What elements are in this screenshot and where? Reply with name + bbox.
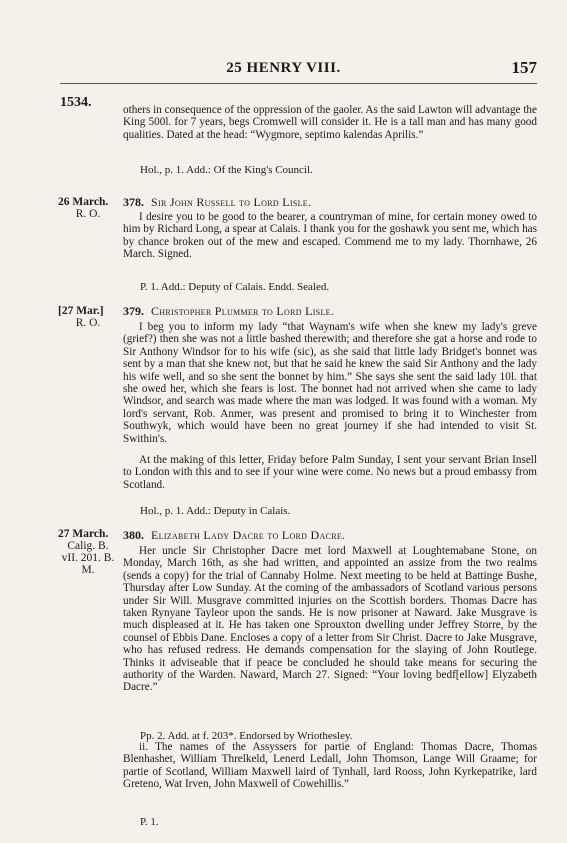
continuation-text: others in consequence of the oppression of the gaoler. As the said Lawton will advantage the King 500l. for 7 years, begs Cromwell will consider it. He is a tall man and has many good qualities. Dated at the head: “Wygmore, septimo kalendas Aprilis.” — [123, 104, 537, 141]
entry-title: Christopher Plummer to Lord Lisle. — [151, 304, 335, 318]
entry-380-sidenote — [58, 528, 118, 576]
entry-380-heading — [123, 528, 537, 542]
entry-378-sidenote — [58, 196, 118, 220]
entry-number: 380. — [123, 528, 144, 542]
running-header — [0, 58, 567, 80]
entry-title: Sir John Russell to Lord Lisle. — [151, 195, 312, 209]
entry-number: 379. — [123, 304, 144, 318]
page-number: 157 — [511, 58, 537, 77]
entry-title: Elizabeth Lady Dacre to Lord Dacre. — [151, 528, 346, 542]
entry-378-paragraph: I desire you to be good to the bearer, a countryman of mine, for certain money owed to him by Richard Long, a spear at Calais. I thank you for the goshawk you sent me, which has by chance broken out of the mew and escaped. Commend me to my lady. Thornhawe, 26 March. Signed. — [123, 211, 537, 261]
entry-date: 26 March. — [58, 196, 109, 208]
entry-379-paragraph-1: I beg you to inform my lady “that Waynam's wife when she knew my lady's greve (grief?) then she was not a little bashed therewith; and therefore she gat a horse and rode to Sir Anthony Windsor for to his wife (sic), as she said that little lady Bridget's bonnet was sent by a man that she knew not, but that he said he knew the said Sir Anthony and the lady his wife well, and so she sent the bonnet by him.” She says she sent the said lady 10l. that she owed her, which she fears is lost. The bonnet had not arrived when she came to lady Windsor, and search was made where the man was lodged. It was found with a woman. My lord's servant, Rob. Anmer, was present and promised to bring it to Winchester from Southwyk, which would have been no great journey if she had intended to visit St. Swithin's. — [123, 321, 537, 445]
entry-date: [27 Mar.] — [58, 305, 104, 317]
entry-378-heading — [123, 195, 537, 209]
entry-source: Calig. B. vII. 201. B. M. — [61, 540, 115, 576]
entry-379-note: Hol., p. 1. Add.: Deputy in Calais. — [140, 505, 291, 517]
entry-source: R. O. — [75, 317, 101, 329]
entry-379-sidenote — [58, 305, 118, 329]
entry-380-paragraph: Her uncle Sir Christopher Dacre met lord Maxwell at Loughtemabane Stone, on Monday, March 16th, as she had written, and appointed an assize from the two realms (sends a copy) for the trial of Cannaby Holme. Next meeting to be held at Battinge Bushe, Thursday after Low Sunday. At the coming of the ambassadors of Scotland various persons under Sir Will. Musgrave committed injuries on the Scottish borders. Thomas Dacre has taken Rynyane Tayleor upon the sands. He is now prisoner at Naward. Jake Musgrave is much displeased at it. He has taken one Sprouxton dwelling under Jeffrey Storre, by the counsel of Ebbis Dane. Encloses a copy of a letter from Sir Christ. Dacre to Jake Musgrave, who has refused redress. He demands compensation for the slaying of John Routlege. Thinks it adviseable that if peace be concluded he should take means for securing the authority of the Warden. Naward, March 27. Signed: “Your loving bedf[ellow] Elyzabeth Dacre.” — [123, 545, 537, 694]
continuation-note: Hol., p. 1. Add.: Of the King's Council. — [140, 164, 313, 176]
entry-379-heading — [123, 304, 537, 318]
header-rule — [60, 83, 537, 84]
entry-380-subentry: ii. The names of the Assyssers for partie of England: Thomas Dacre, Thomas Blenhashet, William Threlkeld, Lenerd Ledall, John Thomson, Lange Will Graame; for partie of Scotland, William Maxwell laird of Tynhall, lard Rooss, John Kyrkepatrike, lard Greteno, Wat Irven, John Maxwell of Cowehillis.” — [123, 741, 537, 791]
running-title: 25 HENRY VIII. — [226, 60, 341, 76]
entry-number: 378. — [123, 195, 144, 209]
entry-380-subnote: P. 1. — [140, 816, 159, 828]
entry-378-note: P. 1. Add.: Deputy of Calais. Endd. Sealed. — [140, 281, 330, 293]
entry-source: R. O. — [75, 208, 101, 220]
entry-380-note: Pp. 2. Add. at f. 203*. Endorsed by Wriothesley. — [140, 730, 353, 742]
entry-379-paragraph-2: At the making of this letter, Friday before Palm Sunday, I sent your servant Brian Insell to London with this and to see if your wine were come. No news but a proud embassy from Scotland. — [123, 454, 537, 491]
margin-year: 1534. — [60, 95, 92, 110]
entry-date: 27 March. — [58, 528, 109, 540]
